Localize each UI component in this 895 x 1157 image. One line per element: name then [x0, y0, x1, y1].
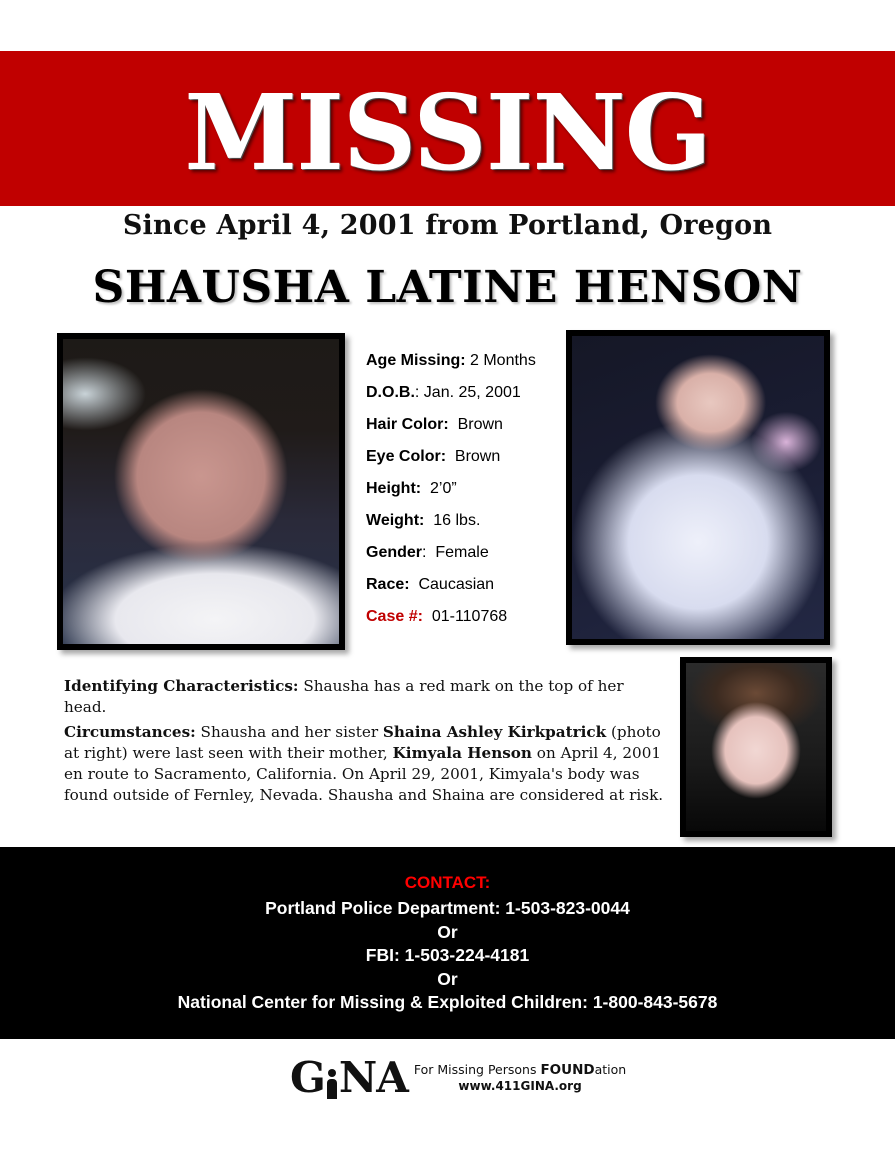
- gina-tagline: [414, 1062, 626, 1094]
- person-name: SHAUSHA LATINE HENSON: [92, 262, 803, 313]
- identifying-text: Shausha has a red mark on the top of her head.: [64, 677, 624, 716]
- circumstances-text: (photo at right) were last seen with their mother,: [64, 723, 661, 762]
- identifying-label: Identifying Characteristics:: [64, 677, 299, 695]
- identifying-characteristics: [64, 676, 669, 718]
- contact-or: Or: [437, 968, 458, 989]
- person-icon: [326, 1069, 338, 1099]
- tagline-prefix: For Missing Persons: [413, 1062, 541, 1077]
- detail-value: Brown: [448, 416, 503, 433]
- detail-value: Jan. 25, 2001: [419, 384, 521, 401]
- contact-fbi: FBI: 1-503-224-4181: [365, 945, 530, 965]
- circumstances-label: Circumstances:: [64, 723, 196, 741]
- detail-value: 2’0”: [421, 480, 457, 497]
- detail-label: Age Missing:: [366, 352, 466, 369]
- detail-label: Gender: [366, 544, 423, 561]
- contact-portland-police: Portland Police Department: 1-503-823-0044: [265, 898, 630, 918]
- photo-infant-sleeping: [57, 333, 345, 650]
- missing-since-line: Since April 4, 2001 from Portland, Oregon: [122, 210, 773, 241]
- photo-image: [686, 663, 826, 831]
- logo-letter-g: G: [290, 1053, 325, 1102]
- detail-value: 2 Months: [465, 352, 536, 369]
- gina-logo: [290, 1053, 408, 1102]
- detail-case-number: [366, 601, 561, 633]
- detail-value: Brown: [446, 448, 501, 465]
- case-description: [64, 676, 669, 810]
- gina-footer: [290, 1053, 630, 1102]
- detail-label: Hair Color:: [366, 416, 449, 433]
- tagline-found: FOUND: [540, 1062, 595, 1078]
- contact-section: [0, 847, 895, 1039]
- detail-label: Weight:: [366, 512, 425, 529]
- detail-race: [366, 569, 561, 601]
- banner-title: MISSING: [184, 70, 711, 194]
- detail-label: Height:: [366, 480, 422, 497]
- missing-banner: [0, 51, 895, 206]
- circumstances-text: on April 4, 2001 en route to Sacramento, California. On April 29, 2001, Kimyala's body was found outside of Fernley, Nevada. Shausha and Shaina are considered at risk.: [64, 744, 664, 804]
- detail-label: D.O.B.: [366, 384, 415, 401]
- detail-value: 01-110768: [422, 608, 508, 625]
- detail-dob: [366, 377, 561, 409]
- detail-value: 16 lbs.: [424, 512, 481, 529]
- detail-label-suffix: :: [414, 384, 420, 401]
- circumstances: [64, 722, 669, 806]
- photo-image: [572, 336, 824, 639]
- mother-name: Kimyala Henson: [392, 744, 532, 762]
- detail-label: Case #:: [366, 608, 423, 625]
- sister-name: Shaina Ashley Kirkpatrick: [382, 723, 607, 741]
- detail-age-missing: [366, 345, 561, 377]
- detail-value: Caucasian: [409, 576, 495, 593]
- detail-label: Eye Color:: [366, 448, 447, 465]
- photo-sister-shaina: [680, 657, 832, 837]
- detail-eye-color: [366, 441, 561, 473]
- detail-gender: [366, 537, 561, 569]
- gina-url: www.411GINA.org: [458, 1079, 582, 1093]
- detail-weight: [366, 505, 561, 537]
- photo-image: [63, 339, 339, 644]
- detail-label: Race:: [366, 576, 410, 593]
- details-list: [366, 345, 561, 633]
- logo-letters-na: NA: [338, 1053, 408, 1102]
- contact-ncmec: National Center for Missing & Exploited Children: 1-800-843-5678: [177, 992, 718, 1012]
- tagline-suffix: ation: [594, 1062, 627, 1077]
- tagline-line: [414, 1062, 626, 1078]
- circumstances-text: Shausha and her sister: [195, 723, 383, 741]
- detail-value: Female: [426, 544, 489, 561]
- contact-title: CONTACT:: [404, 873, 491, 892]
- contact-or: Or: [437, 921, 458, 942]
- detail-height: [366, 473, 561, 505]
- photo-infant-with-pacifier: [566, 330, 830, 645]
- detail-hair-color: [366, 409, 561, 441]
- detail-label-suffix: :: [422, 544, 427, 561]
